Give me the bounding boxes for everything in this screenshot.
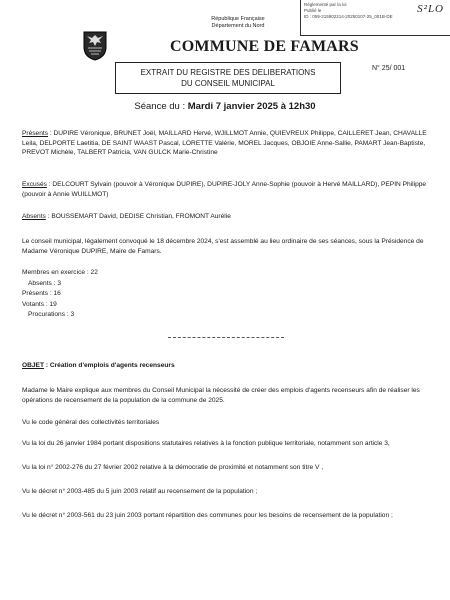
separator bbox=[168, 337, 284, 338]
seance-heading bbox=[0, 101, 450, 112]
register-title-line1: EXTRAIT DU REGISTRE DES DELIBERATIONS bbox=[140, 68, 316, 77]
objet-heading bbox=[22, 362, 175, 369]
stamp-number: S²LO bbox=[417, 3, 444, 15]
absents-list: : BOUSSEMART David, DEDISE Christian, FROMONT Aurélie bbox=[45, 213, 231, 220]
stamp-line-2: Publié le bbox=[304, 8, 322, 13]
body-paragraph-5: Vu le décret n° 2003-485 du 5 juin 2003 relatif au recensement de la population ; bbox=[22, 488, 258, 495]
presents-paragraph bbox=[22, 129, 438, 158]
objet-label: OBJET bbox=[22, 362, 44, 369]
body-paragraph-3: Vu la loi du 26 janvier 1984 portant dispositions statutaires relatives à la fonction publique territoriale, notamment son article 3, bbox=[22, 440, 390, 447]
vote-counts bbox=[22, 268, 98, 321]
coat-of-arms-icon bbox=[83, 31, 107, 61]
presents-label: Présents bbox=[22, 130, 49, 137]
intro-paragraph: Le conseil municipal, légalement convoqué le 18 décembre 2024, s'est assemblé au lieu ordinaire de ses séances, sous la Présidence de Madame Véronique DUPIRE, Maire de Famars. bbox=[22, 238, 424, 255]
transmission-stamp bbox=[300, 0, 450, 36]
excuses-paragraph bbox=[22, 180, 438, 199]
republic-label: République Française bbox=[211, 16, 265, 22]
excuses-label: Excusés bbox=[22, 181, 47, 188]
stamp-line-1: Réglementé par la loi bbox=[304, 2, 347, 7]
absents-label: Absents bbox=[22, 213, 46, 220]
count-presents: Présents : 16 bbox=[22, 290, 61, 297]
objet-text: : Création d'emplois d'agents recenseurs bbox=[43, 362, 175, 369]
commune-title: COMMUNE DE FAMARS bbox=[170, 38, 359, 55]
count-procurations: Procurations : 3 bbox=[28, 311, 75, 318]
republic-header bbox=[198, 16, 278, 30]
deliberation-number: N° 25/ 001 bbox=[372, 65, 406, 72]
register-title-line2: DU CONSEIL MUNICIPAL bbox=[181, 79, 275, 88]
seance-date: Mardi 7 janvier 2025 à 12h30 bbox=[187, 101, 316, 112]
absents-paragraph bbox=[22, 212, 438, 222]
count-absents: Absents : 3 bbox=[28, 279, 61, 287]
body-paragraph-4: Vu la loi n° 2002-276 du 27 février 2002 relative à la démocratie de proximité et notamment son titre V , bbox=[22, 464, 324, 471]
presents-list: : DUPIRE Véronique, BRUNET Joël, MAILLARD Hervé, WJILLMOT Annie, QUIEVREUX Philippe, CAILLERET Jean, CHAVALLE Leila, DELPORTE Laetitia, DE SAINT WAAST Pascal, LORETTE Valérie, MOREL Jacques, OBJOIE Anne-Sallie, PAMART Jean-Baptiste, PREVOT Michèle, TALBERT Patricia, VAN GULCK Marie-Christine bbox=[22, 130, 427, 156]
count-membres: Membres en exercice : 22 bbox=[22, 269, 98, 276]
body-paragraph-2: Vu le code général des collectivités territoriales bbox=[22, 419, 160, 426]
department-label: Département du Nord bbox=[211, 23, 265, 29]
body-paragraph-1: Madame le Maire explique aux membres du Conseil Municipal la nécessité de créer des emplois d'agents recenseurs afin de réaliser les opérations de recensement de la population de la commune de 2025. bbox=[22, 387, 420, 404]
count-votants: Votants : 19 bbox=[22, 300, 57, 308]
excuses-list: : DELCOURT Sylvain (pouvoir à Véronique DUPIRE), DUPIRE-JOLY Anne-Sophie (pouvoir à Hervé MAILLARD), PEPIN Philippe (pouvoir à Annie WUILLMOT) bbox=[22, 181, 427, 198]
stamp-line-3: ID : 059-215902214-20250107-25_001B-DE bbox=[304, 14, 393, 19]
seance-prefix: Séance du : bbox=[134, 101, 188, 112]
register-title-box bbox=[115, 62, 341, 94]
body-paragraph-6: Vu le décret n° 2003-561 du 23 juin 2003 portant répartition des communes pour les besoins de recensement de la population ; bbox=[22, 512, 393, 519]
